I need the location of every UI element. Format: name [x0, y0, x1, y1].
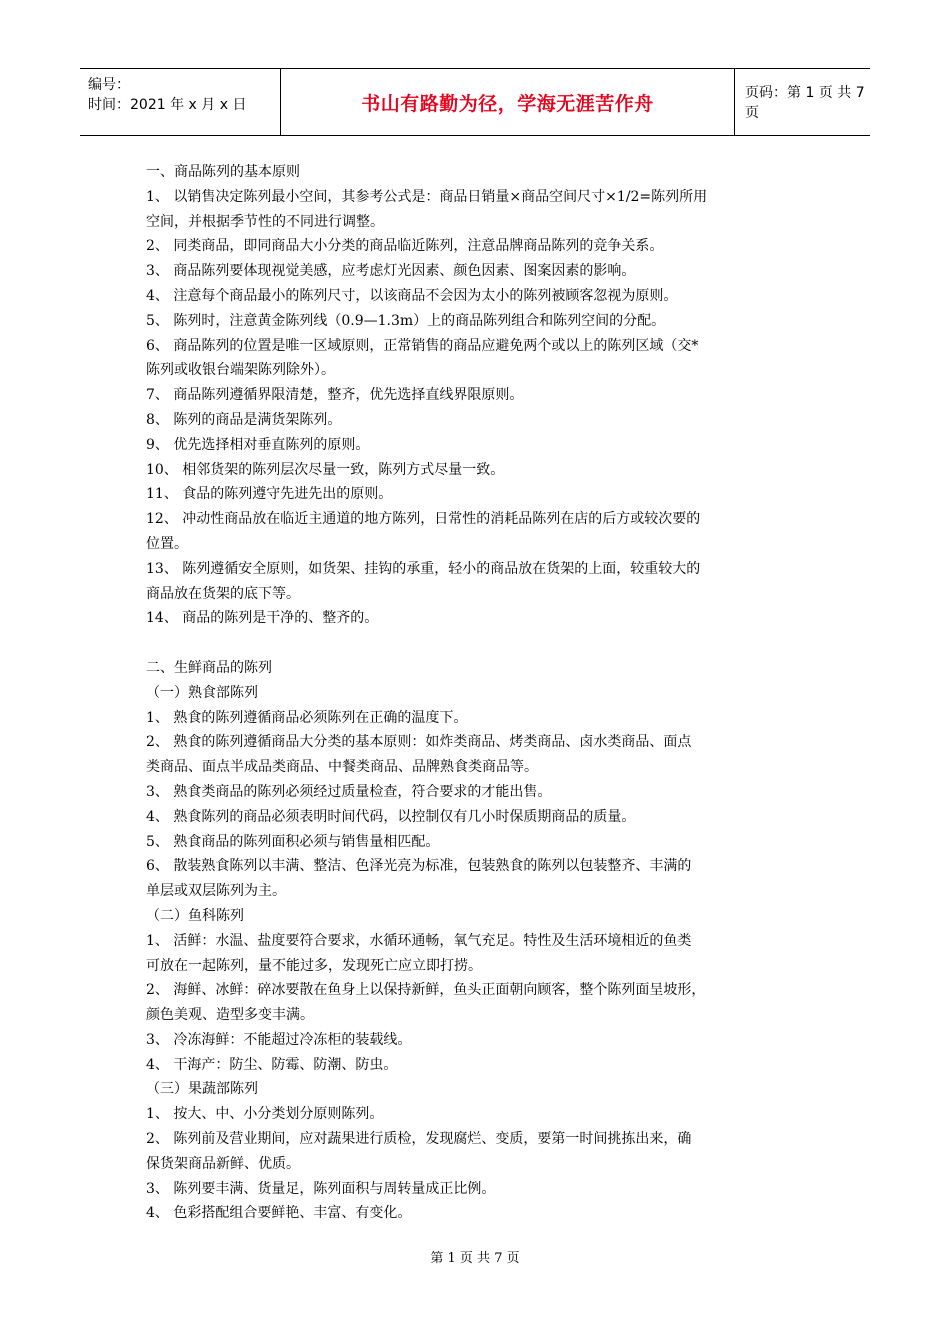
header-motto-cell [280, 69, 735, 135]
text-line: （三）果蔬部陈列 [146, 1081, 258, 1098]
text-line: 8、 陈列的商品是满货架陈列。 [146, 411, 342, 428]
page-footer [0, 1247, 950, 1266]
header-page-number: 页码：第 1 页 共 7 页 [745, 85, 865, 121]
text-line: 6、 商品陈列的位置是唯一区域原则，正常销售的商品应避免两个或以上的陈列区域（交* [146, 337, 699, 354]
text-line: 2、 同类商品，即同商品大小分类的商品临近陈列，注意品牌商品陈列的竞争关系。 [146, 238, 664, 255]
text-line: 14、 商品的陈列是干净的、整齐的。 [146, 610, 379, 627]
text-line: 5、 陈列时，注意黄金陈列线（0.9—1.3m）上的商品陈列组合和陈列空间的分配。 [146, 312, 666, 329]
text-line: （一）熟食部陈列 [146, 684, 258, 701]
text-line: 12、 冲动性商品放在临近主通道的地方陈列，日常性的消耗品陈列在店的后方或较次要的 [146, 511, 701, 528]
document-number-label: 编号： [88, 77, 130, 93]
text-line: 位置。 [146, 535, 188, 552]
text-line: 单层或双层陈列为主。 [146, 883, 286, 900]
header-meta-cell [80, 69, 280, 135]
text-line: 一、商品陈列的基本原则 [146, 164, 300, 180]
text-line: 2、 熟食的陈列遵循商品大分类的基本原则：如炸类商品、烤类商品、卤水类商品、面点 [146, 734, 692, 751]
text-line: 2、 陈列前及营业期间，应对蔬果进行质检，发现腐烂、变质，要第一时间挑拣出来，确 [146, 1131, 692, 1148]
header-motto: 书山有路勤为径，学海无涯苦作舟 [361, 92, 654, 115]
header-page-cell [735, 69, 870, 135]
footer-page-number: 第 1 页 共 7 页 [430, 1251, 520, 1266]
text-line: 1、 熟食的陈列遵循商品必须陈列在正确的温度下。 [146, 709, 468, 726]
text-line: 1、 按大、中、小分类划分原则陈列。 [146, 1106, 384, 1123]
text-line: 4、 色彩搭配组合要鲜艳、丰富、有变化。 [146, 1205, 412, 1222]
text-line: 1、 活鲜：水温、盐度要符合要求，水循环通畅，氧气充足。特性及生活环境相近的鱼类 [146, 932, 692, 949]
text-line: 1、 以销售决定陈列最小空间，其参考公式是：商品日销量×商品空间尺寸×1/2=陈列所用 [146, 188, 708, 205]
text-line: 商品放在货架的底下等。 [146, 585, 300, 602]
text-line: 二、生鲜商品的陈列 [146, 659, 272, 676]
text-line: 4、 熟食陈列的商品必须表明时间代码，以控制仅有几小时保质期商品的质量。 [146, 808, 636, 825]
text-line: 5、 熟食商品的陈列面积必须与销售量相匹配。 [146, 833, 440, 850]
text-line: 3、 熟食类商品的陈列必须经过质量检查，符合要求的才能出售。 [146, 783, 552, 800]
text-line: 11、 食品的陈列遵守先进先出的原则。 [146, 486, 393, 503]
text-line: 9、 优先选择相对垂直陈列的原则。 [146, 436, 370, 453]
text-line: 10、 相邻货架的陈列层次尽量一致，陈列方式尽量一致。 [146, 461, 505, 478]
document-time-label: 时间：2021 年 x 月 x 日 [88, 97, 247, 113]
text-line: 颜色美观、造型多变丰满。 [146, 1007, 314, 1024]
text-line: 4、 注意每个商品最小的陈列尺寸，以该商品不会因为太小的陈列被顾客忽视为原则。 [146, 287, 678, 304]
text-line: 3、 陈列要丰满、货量足，陈列面积与周转量成正比例。 [146, 1180, 496, 1197]
text-line: 2、 海鲜、冰鲜：碎冰要散在鱼身上以保持新鲜，鱼头正面朝向顾客，整个陈列面呈坡形， [146, 982, 706, 999]
text-line: 6、 散装熟食陈列以丰满、整洁、色泽光亮为标准，包装熟食的陈列以包装整齐、丰满的 [146, 858, 692, 875]
text-line: 3、 商品陈列要体现视觉美感，应考虑灯光因素、颜色因素、图案因素的影响。 [146, 263, 636, 280]
text-line: （二）鱼科陈列 [146, 907, 244, 924]
document-body [146, 160, 811, 1226]
text-line: 保货架商品新鲜、优质。 [146, 1155, 300, 1172]
document-header [80, 68, 870, 136]
text-line: 3、 冷冻海鲜：不能超过冷冻柜的装载线。 [146, 1031, 412, 1048]
text-line: 13、 陈列遵循安全原则，如货架、挂钩的承重，轻小的商品放在货架的上面，较重较大的 [146, 560, 701, 577]
text-line: 空间，并根据季节性的不同进行调整。 [146, 213, 384, 230]
text-line: 可放在一起陈列，量不能过多，发现死亡应立即打捞。 [146, 957, 482, 974]
text-line: 陈列或收银台端架陈列除外）。 [146, 362, 335, 379]
text-line: 4、 干海产：防尘、防霉、防潮、防虫。 [146, 1056, 398, 1073]
text-line: 类商品、面点半成品类商品、中餐类商品、品牌熟食类商品等。 [146, 759, 538, 776]
text-line: 7、 商品陈列遵循界限清楚，整齐，优先选择直线界限原则。 [146, 387, 524, 404]
blank-line [146, 631, 811, 656]
